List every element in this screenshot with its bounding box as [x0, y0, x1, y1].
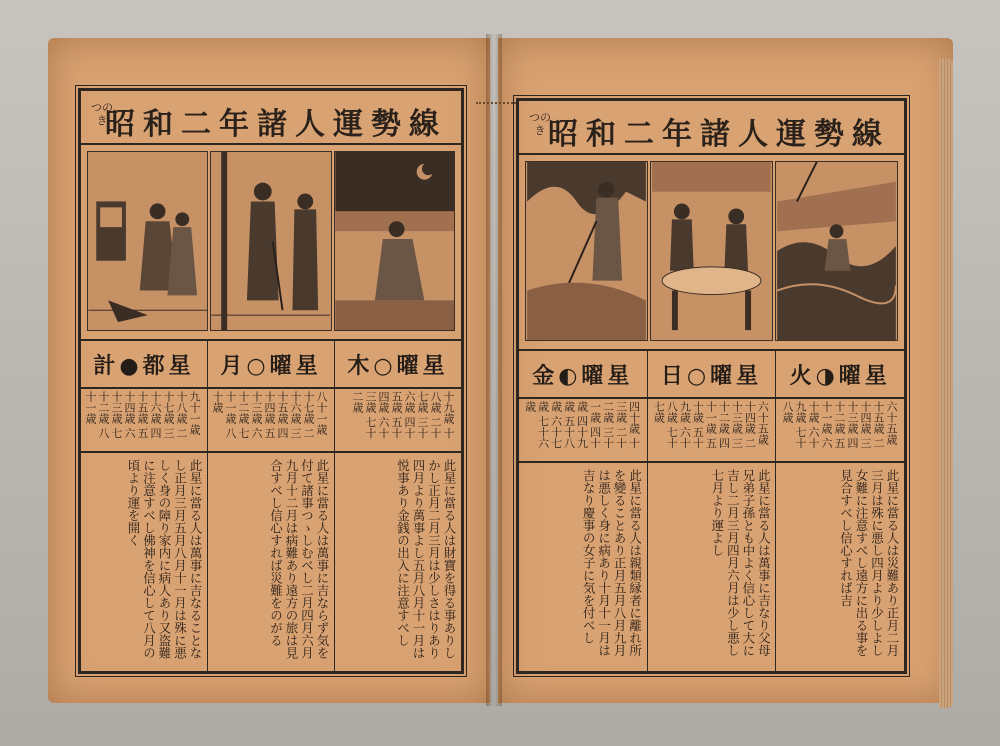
illustration-night-garden: [334, 151, 455, 331]
right-subtitle: つのき: [529, 111, 551, 137]
officers-image: [211, 152, 330, 330]
page-edges: [939, 58, 953, 708]
left-illustrations: [87, 151, 455, 331]
star-heading-wood: 木○曜星: [347, 352, 449, 379]
left-title: 昭和二年諸人運勢線: [105, 107, 447, 142]
illustration-banquet: [650, 161, 773, 341]
illustration-kitchen-scene: [87, 151, 208, 331]
book-gutter: [486, 34, 502, 706]
left-age-row: [81, 387, 461, 453]
fortune-text-moon: 此星に當る人は萬事に吉ならず気を付て諸事つゝしむべし二月四月六月九月十二月は病難あり遠方の旅は見合すべし信心すれば災難をのがる: [208, 453, 335, 671]
fortune-text-sun: 此星に當る人は萬事に吉なり父母兄弟子孫とも中よく信心して大に吉し二月三月四月六月は少し悪し七月より運よし: [648, 463, 777, 671]
kitchen-scene-image: [88, 152, 207, 330]
left-star-row: [81, 339, 461, 389]
age-list-fire: 六十五歳 十五歳 二十四歳 三十三歳 四十二歳 五十一歳 六十歳 六十九歳 七十八歳: [781, 401, 899, 449]
age-list-keito: 九十一歳 十八歳 二十七歳 三十六歳 四十五歳 五十四歳 六十三歳 七十二歳 八十一歳: [81, 387, 208, 451]
age-list-sun: 六十五歳 十四歳 二十三歳 三十二歳 四十一歳 五十歳 五十九歳 六十八歳 七十七歳: [648, 397, 777, 461]
right-title-row: [519, 101, 904, 155]
left-text-row: [81, 453, 461, 671]
right-age-row: [519, 397, 904, 463]
age-list-metal: 四十歳 十三歳 二十二歳 三十一歳 四十歳 四十九歳 五十八歳 六十七歳 七十六歳: [519, 397, 648, 461]
illustration-officers: [210, 151, 331, 331]
left-page-frame: [78, 88, 464, 674]
open-book: [40, 30, 960, 710]
age-list-wood: 十九歳 十八歳 二十七歳 三十六歳 四十五歳 五十四歳 六十三歳 七十二歳: [351, 391, 455, 439]
star-heading-keito: 計●都星: [81, 341, 208, 387]
field-work-image: [526, 162, 647, 340]
right-page: [498, 38, 953, 703]
right-title: 昭和二年諸人運勢線: [548, 117, 890, 152]
right-text-row: [519, 463, 904, 671]
star-heading-metal: 金◐曜星: [519, 351, 648, 397]
illustration-field-work: [525, 161, 648, 341]
fortune-text-wood: 此星に當る人は財寶を得る事ありしかし正月二月三月は少しさはりあり四月より萬事よし五月八月十一月は悦事あり金銭の出入に注意すべし: [395, 459, 457, 659]
fortune-text-metal: 此星に當る人は親類縁者に離れ所を變ることあり正月五月八月九月は悪しく身に病あり十月十一月は吉なり慶事の女子に気を付べし: [519, 463, 648, 671]
left-title-row: [81, 91, 461, 145]
right-page-frame: [516, 98, 907, 674]
banquet-image: [651, 162, 772, 340]
star-heading-moon: 月○曜星: [208, 341, 335, 387]
star-heading-sun: 日○曜星: [648, 351, 777, 397]
right-star-row: [519, 349, 904, 399]
fortune-text-fire: 此星に當る人は災難あり正月二月三月は殊に悪し四月より少しよし女難に注意すべし遠方に出る事を見合すべし信心すれば吉: [838, 469, 901, 657]
left-subtitle: つのき: [91, 101, 113, 127]
left-page: [48, 38, 490, 703]
age-list-moon: 八十一歳 十七歳 二十六歳 三十五歳 四十四歳 五十三歳 六十二歳 七十一歳 八十歳: [208, 387, 335, 451]
fortune-text-keito: 此星に當る人は萬事に吉なることなし正月三月五月八月十一月は殊に悪しく身の障り家内に病人あり又盗難に注意すべし佛神を信心して八月の頃より運を開く: [81, 453, 208, 671]
shipwreck-image: [776, 162, 897, 340]
star-heading-fire: 火◑曜星: [789, 362, 891, 389]
right-illustrations: [525, 161, 898, 341]
illustration-shipwreck: [775, 161, 898, 341]
night-garden-image: [335, 152, 454, 330]
binding-string: [476, 102, 516, 114]
